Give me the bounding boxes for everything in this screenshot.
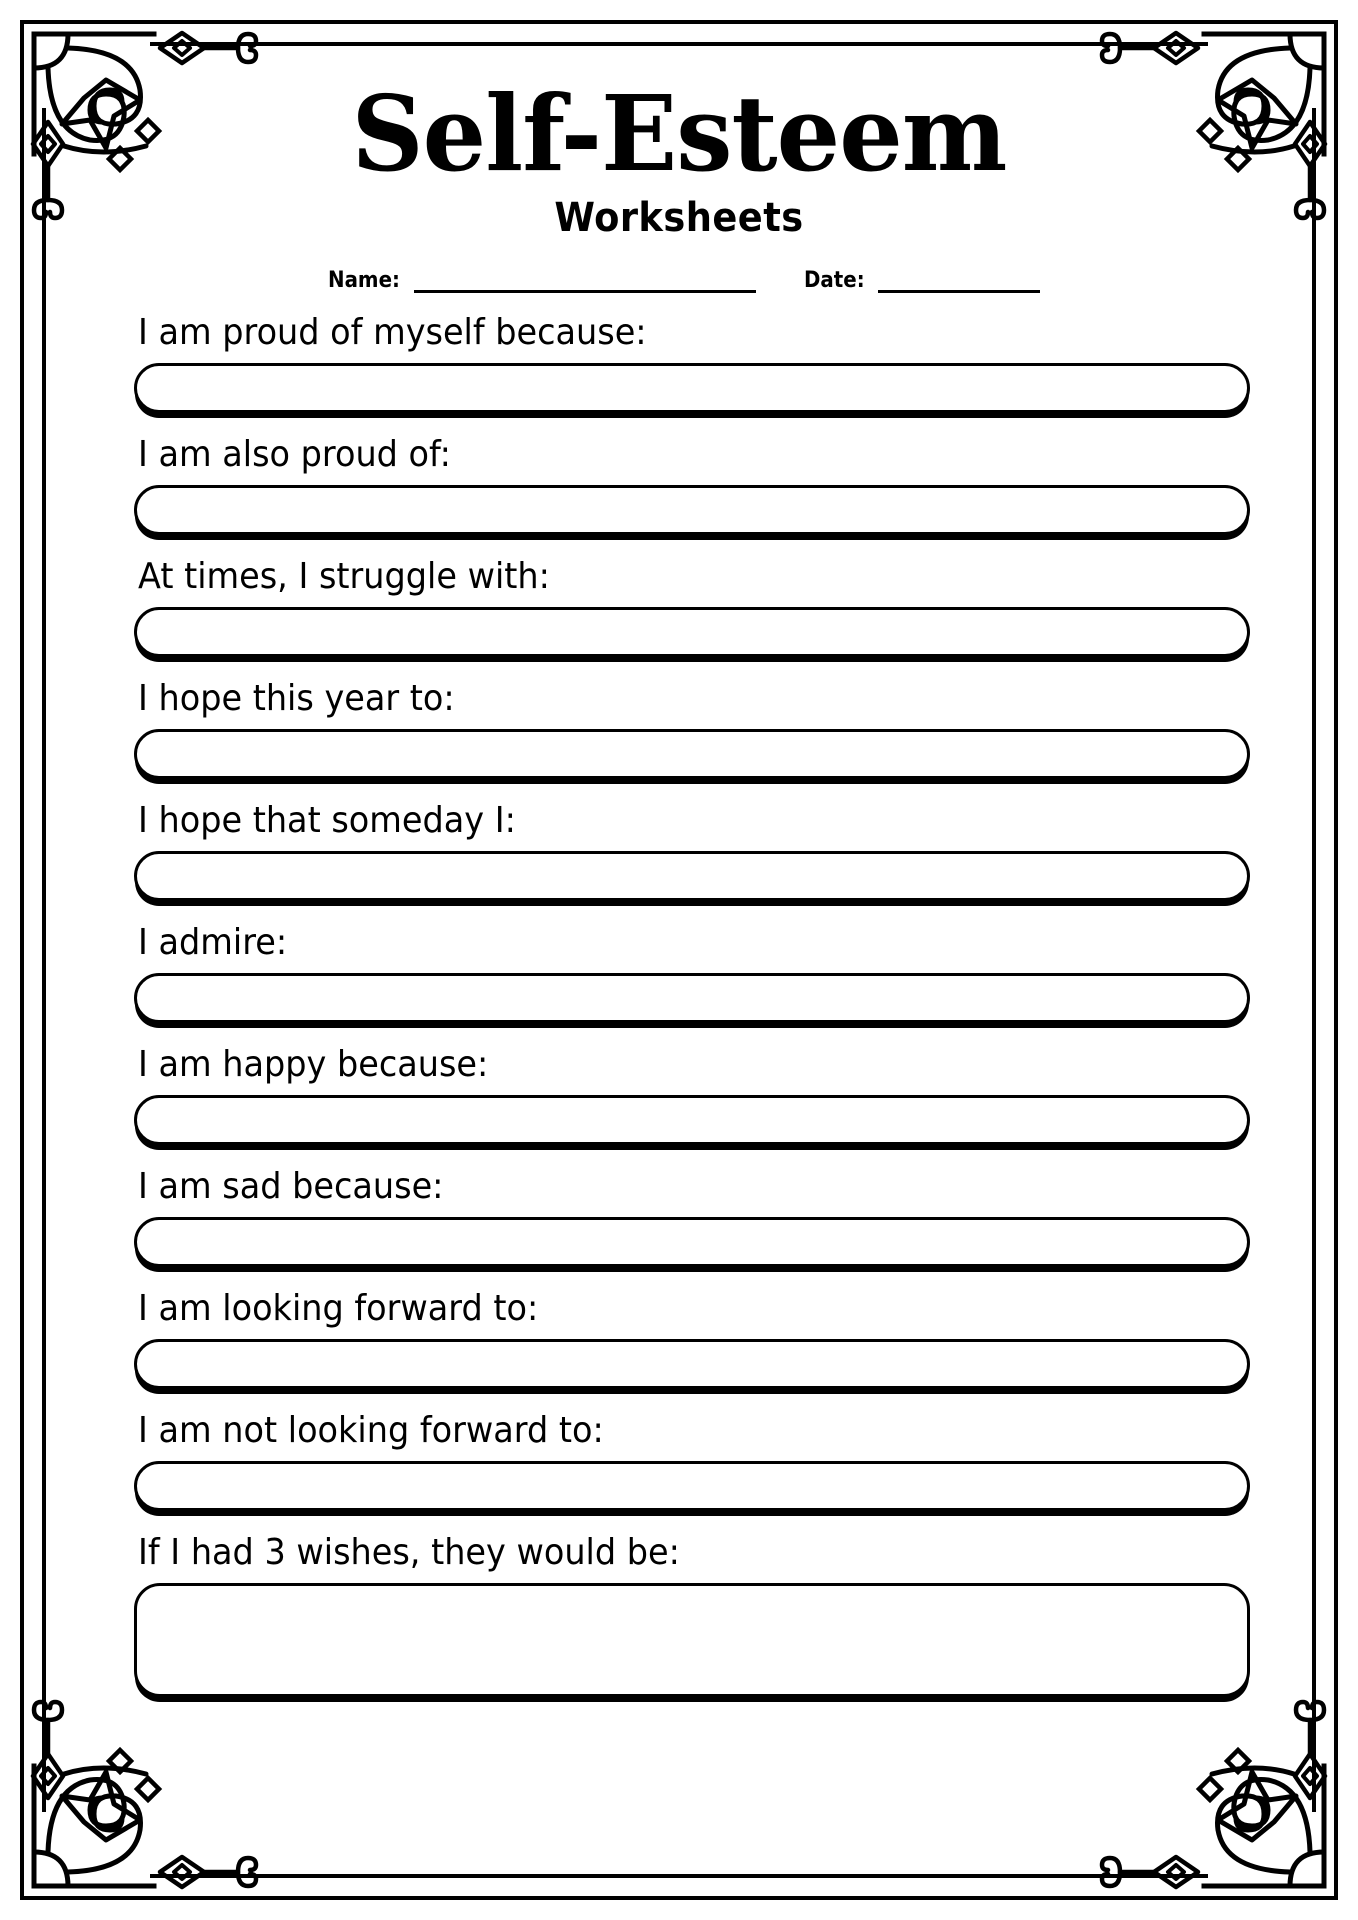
- prompt-label: I am not looking forward to:: [138, 1410, 604, 1451]
- prompt-label: I am looking forward to:: [138, 1288, 539, 1329]
- name-date-row: [0, 268, 1358, 293]
- page-title: Self-Esteem: [351, 72, 1007, 195]
- answer-box[interactable]: [134, 1095, 1250, 1145]
- prompt-label: I am sad because:: [138, 1166, 444, 1207]
- prompt-field: [134, 1532, 1250, 1697]
- answer-box[interactable]: [134, 485, 1250, 535]
- answer-box[interactable]: [134, 973, 1250, 1023]
- answer-box[interactable]: [134, 607, 1250, 657]
- prompt-field: [134, 556, 1250, 657]
- prompt-label: I admire:: [138, 922, 288, 963]
- prompt-field: [134, 1288, 1250, 1389]
- prompt-label: I am also proud of:: [138, 434, 451, 475]
- date-label: Date:: [804, 268, 865, 293]
- prompt-field: [134, 312, 1250, 413]
- answer-box[interactable]: [134, 729, 1250, 779]
- prompt-label: I hope this year to:: [138, 678, 455, 719]
- worksheet-header: [0, 0, 1358, 241]
- prompt-label: I hope that someday I:: [138, 800, 516, 841]
- prompt-field: [134, 1166, 1250, 1267]
- name-input-line[interactable]: [414, 270, 756, 293]
- prompt-field: [134, 678, 1250, 779]
- answer-box[interactable]: [134, 1583, 1250, 1697]
- date-input-line[interactable]: [878, 270, 1040, 293]
- prompt-field: [134, 1044, 1250, 1145]
- prompt-field: [134, 800, 1250, 901]
- prompt-label: I am proud of myself because:: [138, 312, 647, 353]
- answer-box[interactable]: [134, 851, 1250, 901]
- answer-box[interactable]: [134, 1217, 1250, 1267]
- prompt-field: [134, 434, 1250, 535]
- prompt-label: If I had 3 wishes, they would be:: [138, 1532, 680, 1573]
- name-label: Name:: [328, 268, 401, 293]
- prompt-field: [134, 922, 1250, 1023]
- answer-box[interactable]: [134, 1339, 1250, 1389]
- prompt-list: [0, 312, 1358, 1697]
- answer-box[interactable]: [134, 363, 1250, 413]
- prompt-field: [134, 1410, 1250, 1511]
- page-subtitle: Worksheets: [554, 195, 804, 241]
- prompt-label: At times, I struggle with:: [138, 556, 550, 597]
- answer-box[interactable]: [134, 1461, 1250, 1511]
- prompt-label: I am happy because:: [138, 1044, 489, 1085]
